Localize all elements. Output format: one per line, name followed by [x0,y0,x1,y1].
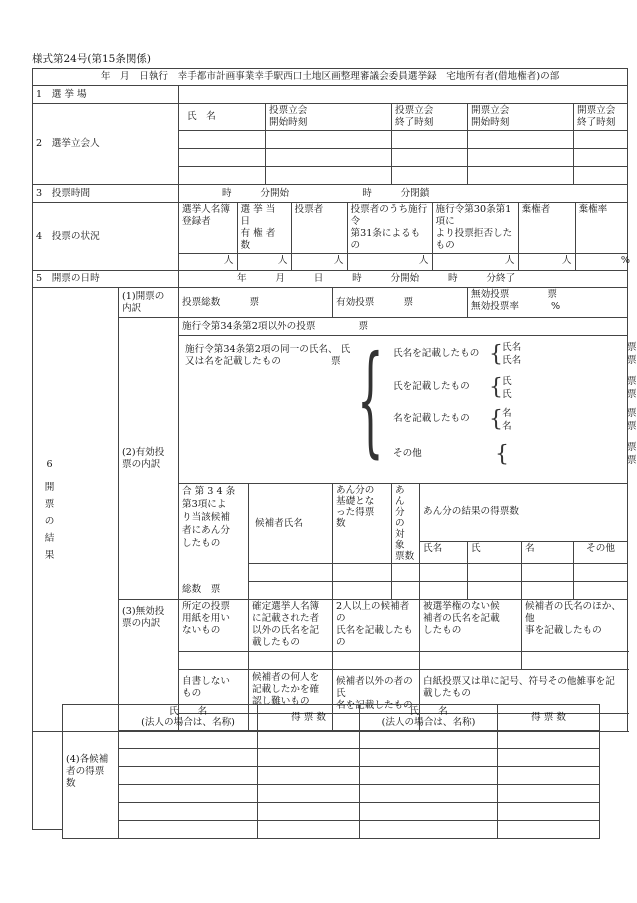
anbun-cell[interactable] [420,564,468,582]
valid-votes[interactable] [333,288,468,318]
anbun-cell[interactable] [249,564,333,582]
s4-col-abstain-rate: 棄権率 [578,204,608,215]
other-art34-label: 施行令第34条第2項以外の投票 [182,320,316,332]
cand-cell[interactable] [498,749,600,767]
candidate-votes-table [62,704,600,839]
s2-cell[interactable] [392,131,468,149]
cand-cell[interactable] [258,803,360,821]
group-given-title: 名を記載したもの [393,413,470,424]
part-4-label: (4)各候補 者の得票 数 [63,705,119,839]
s4-unit[interactable]: % [620,255,630,266]
s2-cell[interactable] [179,167,266,185]
cand-cell[interactable] [119,749,258,767]
vote-end-time: 時 分閉鎖 [362,187,430,199]
s4-col-registered: 選挙人名簿 登録者 [179,203,237,253]
total-votes-unit: 票 [249,296,260,308]
s4-unit[interactable]: 人 [291,254,347,270]
part-3-label: (3)無効投 票の内訳 [119,600,179,732]
s2-cell[interactable] [179,131,266,149]
section-1-label: 1 選 挙 場 [33,86,179,104]
cand-cell[interactable] [360,821,498,839]
invalid-reason-8: 候補者以外の者の氏 名を記載したもの [333,670,420,714]
s2-cell[interactable] [266,149,392,167]
s4-units-wrap [179,254,628,271]
s4-unit[interactable]: 人 [518,254,575,270]
group-unit: 票 [627,389,637,400]
cand-cell[interactable] [360,767,498,785]
section-3-value[interactable] [179,185,628,203]
s2-col-count-end: 開票立会 終了時刻 [574,104,628,131]
s4-col-voters: 投票者 [291,203,347,253]
anbun-cell[interactable] [392,582,420,600]
cand-cell[interactable] [119,785,258,803]
brace-icon: { [489,407,503,432]
invalid-reason-1: 所定の投票 用紙を用い ないもの [179,600,249,652]
cand-cell[interactable] [119,731,258,749]
group-item: 氏名 [502,355,522,366]
s4-col-eligible: 選 挙 当 日 有 権 者 数 [237,203,291,253]
cand-cell[interactable] [258,749,360,767]
cand-cell[interactable] [360,785,498,803]
invalid-reason-2: 確定選挙人名簿 に記載された者 以外の氏名を記 載したもの [249,600,333,652]
same-name-breakdown [179,331,637,484]
group-item: 名 [502,408,512,419]
same-art34-unit: 票 [331,356,341,367]
s2-col-count-start: 開票立会 開始時刻 [468,104,574,131]
cand-cell[interactable] [360,731,498,749]
cand-col-name-b: 氏 名 (法人の場合は、名称) [360,705,498,731]
invalid-votes[interactable] [468,288,628,318]
s4-unit[interactable]: 人 [179,254,237,270]
anbun-col-target: あ ん 分 の 対 象 票数 [392,484,420,564]
section-6-char: 6 [46,458,53,470]
section-6-char: 票 [44,498,55,510]
invalid-reason-3: 2人以上の候補者の 氏名を記載したもの [333,600,420,652]
other-art34-votes[interactable] [179,318,628,336]
section-6-vertical [40,456,60,564]
group-unit: 票 [627,408,637,419]
group-unit: 票 [627,442,637,453]
valid-votes-label: 有効投票 [336,296,375,308]
anbun-cell[interactable] [249,582,333,600]
group-unit: 票 [627,421,637,432]
form-number: 様式第24号(第15条関係) [32,53,151,65]
brace-icon: { [495,442,509,467]
section-6-char: 果 [44,549,55,561]
cand-cell[interactable] [498,821,600,839]
cand-cell[interactable] [258,785,360,803]
invalid-cell[interactable] [420,652,522,670]
section-2-label: 2 選挙立会人 [33,104,179,185]
cand-col-name-a: 氏 名 (法人の場合は、名称) [119,705,258,731]
anbun-cell[interactable] [420,582,468,600]
s2-cell[interactable] [574,149,628,167]
section-5-value[interactable]: 年 月 日 時 分開始 時 分終了 [179,271,628,288]
election-record-form [32,68,637,732]
cand-cell[interactable] [119,803,258,821]
anbun-cell[interactable] [522,564,574,582]
anbun-sub-fullname: 氏名 [420,541,468,564]
cand-cell[interactable] [360,749,498,767]
part-2-label: (2)有効投 票の内訳 [119,318,179,600]
invalid-reason-9: 白紙投票又は単に記号、符号その他雑事を記 載したもの [420,670,628,714]
section-6-border [32,704,62,830]
s4-col-art31: 投票者のうち施行令 第31条によるもの [347,203,432,253]
anbun-left-text: 合 第 3 4 条 第3項によ り当該候補 者にあん分 したもの [182,486,236,549]
anbun-sub-given: 名 [522,541,574,564]
cand-col-votes-a: 得 票 数 [258,705,360,731]
invalid-votes-unit: 票 [547,289,557,300]
group-unit: 票 [627,355,637,366]
cand-col-votes-b: 得 票 数 [498,705,600,731]
s2-cell[interactable] [179,149,266,167]
anbun-cell[interactable] [392,564,420,582]
anbun-left [179,484,249,600]
other-art34-unit: 票 [358,320,369,332]
brace-icon: { [489,342,503,367]
cand-cell[interactable] [119,767,258,785]
s2-cell[interactable] [574,167,628,185]
s2-col-vote-start: 投票立会 開始時刻 [266,104,392,131]
s2-cell[interactable] [392,149,468,167]
s2-cell[interactable] [266,131,392,149]
section-6-char: 結 [44,532,55,544]
anbun-sub-surname: 氏 [468,541,522,564]
invalid-cell[interactable] [522,652,628,670]
invalid-cell[interactable] [249,652,333,670]
invalid-reason-5: 候補者の氏名のほか、他 事を記載したもの [522,600,628,652]
section-3-label: 3 投票時間 [33,185,179,203]
vote-start-time: 時 分開始 [222,187,290,199]
anbun-cell[interactable] [522,582,574,600]
s2-cell[interactable] [392,167,468,185]
same-art34-label: 施行令第34条第2項の同一の氏名、 氏 又は名を記載したもの [185,344,351,367]
brace-icon: { [489,375,503,400]
group-item: 氏 [502,389,512,400]
invalid-votes-label: 無効投票 [471,289,510,300]
group-item: 名 [502,421,512,432]
cand-cell[interactable] [498,767,600,785]
section-6-label [33,288,119,732]
valid-votes-unit: 票 [403,296,414,308]
s2-cell[interactable] [468,131,574,149]
cand-cell[interactable] [258,731,360,749]
section-6-char: 開 [44,481,55,493]
anbun-col-result: あん分の結果の得票数 [420,484,628,542]
cand-cell[interactable] [258,821,360,839]
cand-cell[interactable] [119,821,258,839]
anbun-cell[interactable] [333,564,392,582]
group-unit: 票 [627,376,637,387]
s2-col-vote-end: 投票立会 終了時刻 [392,104,468,131]
anbun-cell[interactable] [574,582,628,600]
s4-unit[interactable]: 人 [237,254,291,270]
section-4-label: 4 投票の状況 [33,203,179,271]
invalid-rate-label: 無効投票率 [471,301,519,312]
s2-cell[interactable] [266,167,392,185]
s2-cell[interactable] [468,149,574,167]
part-1-label: (1)開票の 内訳 [119,288,179,318]
group-other-title: その他 [393,448,422,459]
invalid-reason-4: 被選挙権のない候 補者の氏名を記載 したもの [420,600,522,652]
group-item: 氏 [502,376,512,387]
cand-cell[interactable] [498,785,600,803]
big-brace-icon: { [357,331,384,470]
s2-cell[interactable] [574,131,628,149]
s2-col-name: 氏 名 [179,104,266,131]
section-5-label: 5 開票の日時 [33,271,179,288]
anbun-cell[interactable] [333,582,392,600]
group-fullname-title: 氏名を記載したもの [393,348,480,359]
s4-unit[interactable]: 人 [347,254,432,270]
group-item: 氏名 [502,342,522,353]
anbun-total: 総数 票 [182,584,221,595]
s4-inner-wrap [179,203,628,254]
invalid-cell[interactable] [179,652,249,670]
s4-col-abstain: 棄権者 [518,203,575,253]
cand-cell[interactable] [258,767,360,785]
invalid-rate-unit: % [550,301,561,312]
anbun-col-base: あん分の 基礎とな った得票 数 [333,484,392,564]
invalid-reason-6: 自書しない もの [179,670,249,714]
cand-cell[interactable] [498,731,600,749]
group-unit: 票 [627,455,637,466]
total-votes[interactable] [179,288,333,318]
anbun-cell[interactable] [468,564,522,582]
cand-cell[interactable] [498,803,600,821]
s4-unit[interactable]: 人 [432,254,518,270]
anbun-cell[interactable] [574,564,628,582]
invalid-cell[interactable] [333,652,420,670]
cand-cell[interactable] [360,803,498,821]
section-1-value[interactable] [179,86,628,104]
s2-cell[interactable] [468,167,574,185]
group-unit: 票 [627,342,637,353]
group-surname-title: 氏を記載したもの [393,381,470,392]
invalid-reason-7: 候補者の何人を 記載したかを確 認し難いもの [249,670,333,714]
anbun-cell[interactable] [468,582,522,600]
total-votes-label: 投票総数 [182,296,221,308]
title-row: 年 月 日執行 幸手都市計画事業幸手駅西口土地区画整理審議会委員選挙録 宅地所有者(借地権者)の部 [33,69,628,86]
anbun-col-name: 候補者氏名 [249,484,333,564]
s4-col-refused: 施行令第30条第1項に より投票拒否したもの [432,203,518,253]
anbun-sub-other: その他 [574,541,628,564]
section-6-char: の [44,515,55,527]
